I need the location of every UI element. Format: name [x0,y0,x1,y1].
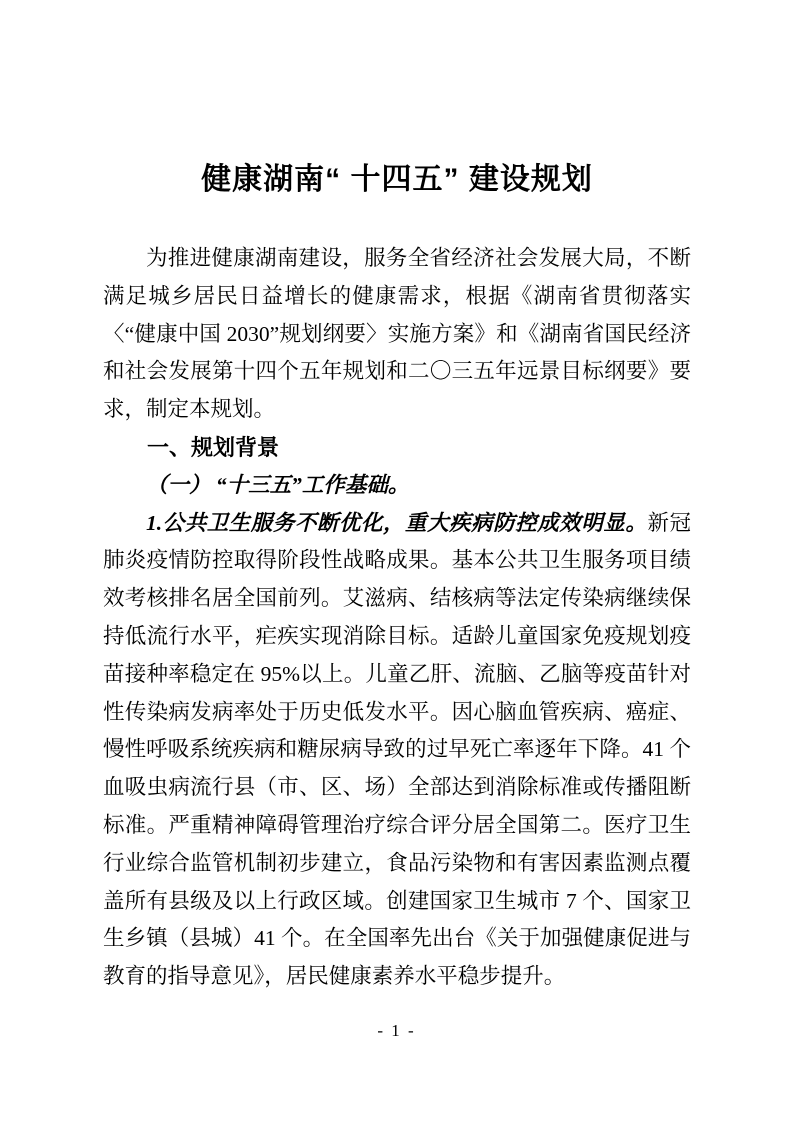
subsection-heading-13th-five-year-foundation: （一） “十三五”工作基础。 [146,472,410,497]
document-title: 健康湖南“ 十四五” 建设规划 [201,163,593,196]
intro-paragraph: 为推进健康湖南建设，服务全省经济社会发展大局，不断满足城乡居民日益增长的健康需求，根据《湖南省贯彻落实〈“健康中国 2030”规划纲要〉实施方案》和《湖南省国民经济和社会发展第十四个五年规划和二〇三五年远景目标纲要》要求，制定本规划。 [103,246,691,422]
paragraph-body-text: 新冠肺炎疫情防控取得阶段性战略成果。基本公共卫生服务项目绩效考核排名居全国前列。艾滋病、结核病等法定传染病继续保持低流行水平，疟疾实现消除目标。适龄儿童国家免疫规划疫苗接种率稳定在 95%以上。儿童乙肝、流脑、乙脑等疫苗针对性传染病发病率处于历史低发水平。因心脑血管疾病、癌症、慢性呼吸系统疾病和糖尿病导致的过早死亡率逐年下降。41 个血吸虫病流行县（市、区、场）全部达到消除标准或传播阻断标准。严重精神障碍管理治疗综合评分居全国第二。医疗卫生行业综合监管机制初步建立，食品污染物和有害因素监测点覆盖所有县级及以上行政区域。创建国家卫生城市 7 个、国家卫生乡镇（县城）41 个。在全国率先出台《关于加强健康促进与教育的指导意见》，居民健康素养水平稳步提升。 [103,510,691,989]
page-number: - 1 - [377,1021,416,1040]
paragraph-lead-bold: 1.公共卫生服务不断优化，重大疾病防控成效明显。 [146,510,648,535]
body-paragraph-public-health [103,505,691,996]
section-heading-planning-background: 一、规划背景 [147,434,280,460]
document-content [103,158,691,996]
